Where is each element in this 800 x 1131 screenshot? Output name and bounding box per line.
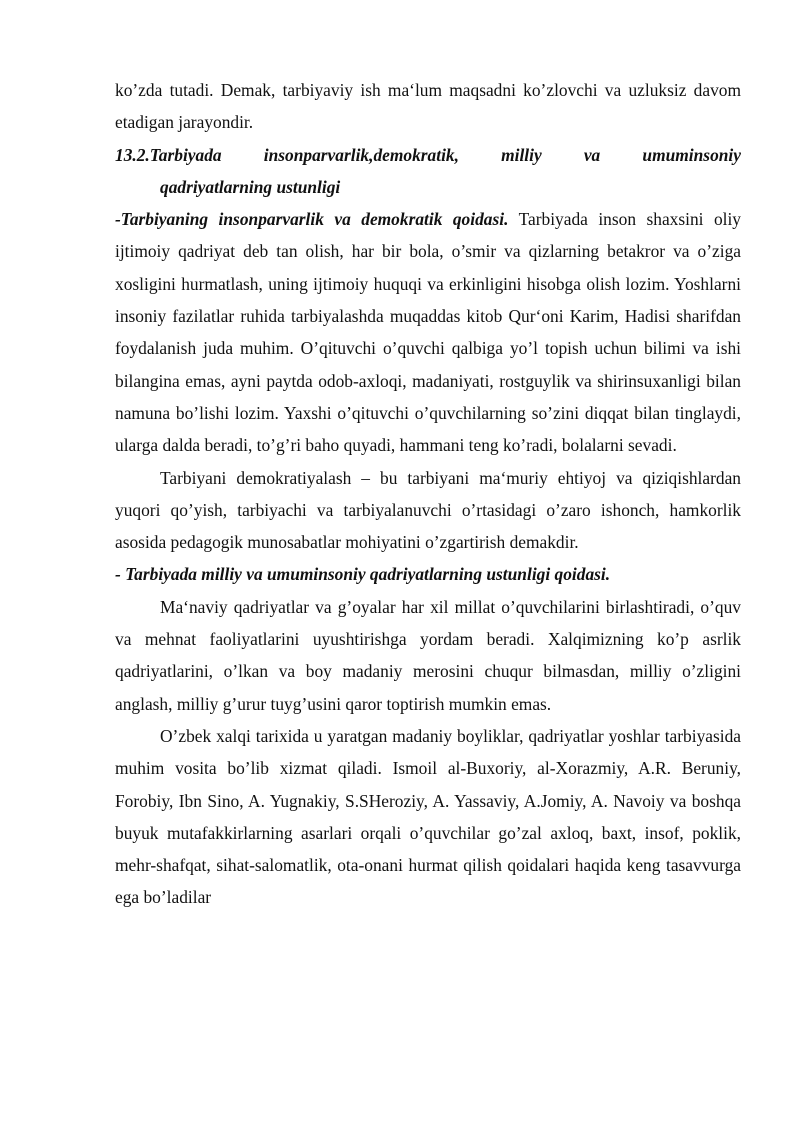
paragraph-humanism-body: Tarbiyada inson shaxsini oliy ijtimoiy qadriyat deb tan olish, har bir bola, o’smir va qizlarning betakror va o’ziga xosligini hurmatlash, uning ijtimoiy huquqi va erkinligini hisobga olish lozim. Yoshlarni insoniy fazilatlar ruhida tarbiyalashda muqaddas kitob Qur‘oni Karim, Hadisi sharifdan foydalanish juda muhim. O’qituvchi o’quvchi qalbiga yo’l topish uchun bilimi va ishi bilangina emas, ayni paytda odob-axloqi, madaniyati, rostguylik va shirinsuxanligi bilan namuna bo’lishi lozim. Yaxshi o’qituvchi o’quvchilarning so’zini diqqat bilan tinglaydi, ularga dalda beradi, to’g’ri baho quyadi, hammani teng ko’radi, bolalarni sevadi. [115,209,742,456]
paragraph-cultural-heritage: O’zbek xalqi tarixida u yaratgan madaniy boyliklar, qadriyatlar yoshlar tarbiyasida muhim vosita bo’lib xizmat qiladi. Ismoil al-Buxoriy, al-Xorazmiy, A.R. Beruniy, Forobiy, Ibn Sino, A. Yugnakiy, S.SHeroziy, A. Yassaviy, A.Jomiy, A. Navoiy va boshqa buyuk mutafakkirlarning asarlari orqali o’quvchilar go’zal axloq, baxt, insof, poklik, mehr-shafqat, sihat-salomatlik, ota-onani hurmat qilish qoidalari haqida keng tasavvurga ega bo’ladilar [115,725,741,908]
paragraph-spiritual-values: Ma‘naviy qadriyatlar va g’oyalar har xil millat o’quvchilarini birlashtiradi, o’quv va mehnat faoliyatlarini uyushtirishga yordam beradi. Xalqimizning ko’p asrlik qadriyatlarini, o’lkan va boy madaniy merosini chuqur bilmasdan, milliy o’zligini anglash, milliy g’urur tuyg’usini qaror toptirish mumkin emas. [115,596,741,714]
section-heading [115,139,741,204]
paragraph-democratization: Tarbiyani demokratiyalash – bu tarbiyani ma‘muriy ehtiyoj va qiziqishlardan yuqori qo’yish, tarbiyachi va tarbiyalanuvchi o’rtasidagi o’zaro ishonch, hamkorlik asosida pedagogik munosabatlar mohiyatini o’zgartirish demakdir. [115,467,741,553]
paragraph-humanism-lead: -Tarbiyaning insonparvarlik va demokratik qoidasi. [115,209,509,230]
subheading-national-values: - Tarbiyada milliy va umuminsoniy qadriyatlarning ustunligi qoidasi. [115,564,611,585]
paragraph-intro: ko’zda tutadi. Demak, tarbiyaviy ish ma‘lum maqsadni ko’zlovchi va uzluksiz davom etadigan jarayondir. [115,80,741,133]
section-heading-line2: qadriyatlarning ustunligi [160,176,341,197]
section-heading-line1: 13.2.Tarbiyada insonparvarlik,demokratik, milliy va umuminsoniy [115,144,741,165]
paragraph-humanism [115,203,741,461]
document-page [115,74,741,914]
